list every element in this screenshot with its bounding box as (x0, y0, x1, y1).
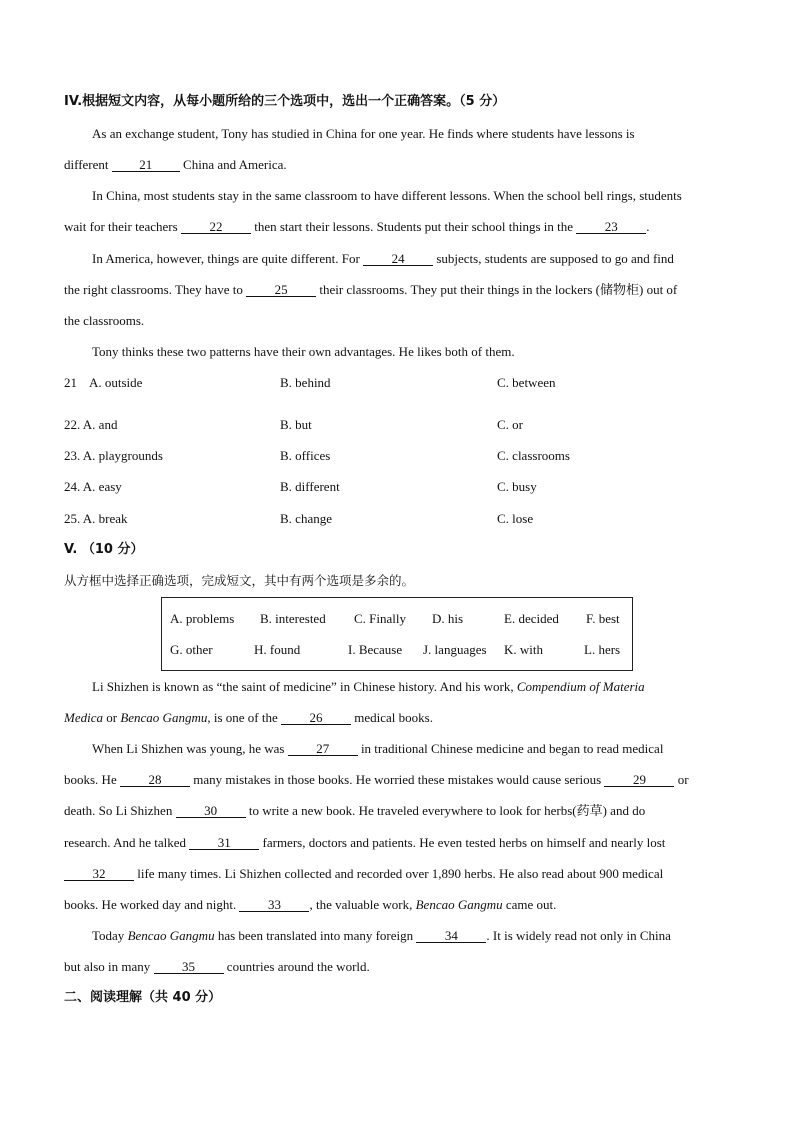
blank-26: 26 (281, 711, 351, 725)
question-23-option-c: C. classrooms (497, 448, 570, 463)
blank-33: 33 (239, 898, 309, 912)
question-23-option-b: B. offices (280, 448, 331, 463)
question-21-number: 21 (64, 375, 77, 390)
blank-35: 35 (154, 960, 224, 974)
blank-23: 23 (576, 220, 646, 234)
question-22-option-a: 22. A. and (64, 417, 118, 432)
word-box-option: I. Because (348, 642, 403, 657)
passage-2-line: death. So Li Shizhen 30 to write a new book. He traveled everywhere to look for herbs(药草) and do (64, 803, 646, 818)
question-25-option-c: C. lose (497, 511, 534, 526)
blank-22: 22 (181, 220, 251, 234)
question-22-option-b: B. but (280, 417, 312, 432)
section-4-heading: IV.根据短文内容，从每小题所给的三个选项中，选出一个正确答案。（5 分） (64, 94, 506, 109)
word-box-option: G. other (170, 642, 213, 657)
section-5-heading: V. （10 分） (64, 542, 144, 557)
question-22-option-c: C. or (497, 417, 523, 432)
question-25-option-b: B. change (280, 511, 332, 526)
passage-2-line: books. He worked day and night. 33 , the valuable work, Bencao Gangmu came out. (64, 897, 557, 912)
passage-1-line: As an exchange student, Tony has studied in China for one year. He finds where students have lessons is (92, 126, 635, 141)
passage-1-line: In China, most students stay in the same classroom to have different lessons. When the school bell rings, students (92, 188, 682, 203)
blank-34: 34 (416, 929, 486, 943)
word-box-option: B. interested (260, 611, 326, 626)
passage-2-line: When Li Shizhen was young, he was 27 in traditional Chinese medicine and began to read medical (92, 741, 664, 756)
question-25-option-a: 25. A. break (64, 511, 128, 526)
passage-2-line: 32 life many times. Li Shizhen collected and recorded over 1,890 herbs. He also read about 900 medical (64, 866, 663, 882)
blank-24: 24 (363, 252, 433, 266)
blank-31: 31 (189, 836, 259, 850)
blank-30: 30 (176, 804, 246, 818)
question-24-option-c: C. busy (497, 479, 537, 494)
question-23-option-a: 23. A. playgrounds (64, 448, 163, 463)
passage-2-line: Li Shizhen is known as “the saint of medicine” in Chinese history. And his work, Compendium of Materia (92, 679, 645, 694)
word-box (161, 597, 633, 671)
question-24-option-a: 24. A. easy (64, 479, 122, 494)
question-21-option-b: B. behind (280, 375, 331, 390)
blank-27: 27 (288, 742, 358, 756)
word-box-option: L. hers (584, 642, 621, 657)
blank-25: 25 (246, 283, 316, 297)
reading-section-heading: 二、阅读理解（共 40 分） (64, 990, 222, 1005)
blank-28: 28 (120, 773, 190, 787)
question-21-option-a: A. outside (89, 375, 143, 390)
passage-2-line: Medica or Bencao Gangmu, is one of the 26 medical books. (64, 710, 433, 725)
passage-1-line: the classrooms. (64, 313, 145, 328)
blank-21: 21 (112, 158, 180, 172)
blank-29: 29 (604, 773, 674, 787)
question-21-option-c: C. between (497, 375, 556, 390)
word-box-option: C. Finally (354, 611, 407, 626)
word-box-option: A. problems (170, 611, 235, 626)
word-box-option: K. with (504, 642, 543, 657)
passage-2-line: research. And he talked 31 farmers, doctors and patients. He even tested herbs on himself and nearly lost (64, 835, 666, 850)
blank-32: 32 (64, 867, 134, 881)
word-box-option: D. his (432, 611, 464, 626)
passage-1-line: Tony thinks these two patterns have their own advantages. He likes both of them. (92, 344, 515, 359)
word-box-option: H. found (254, 642, 301, 657)
passage-2-line: but also in many 35 countries around the world. (64, 959, 370, 974)
passage-1-line: different 21 China and America. (64, 157, 287, 172)
passage-2-line: books. He 28 many mistakes in those books. He worried these mistakes would cause serious 29 or (64, 772, 689, 787)
section-5-instruction: 从方框中选择正确选项，完成短文，其中有两个选项是多余的。 (64, 573, 415, 588)
word-box-option: E. decided (504, 611, 559, 626)
word-box-option: J. languages (423, 642, 487, 657)
passage-1-line: In America, however, things are quite different. For 24 subjects, students are supposed to go and find (92, 251, 674, 266)
question-24-option-b: B. different (280, 479, 340, 494)
passage-1-line: wait for their teachers 22 then start their lessons. Students put their school things in the 23 . (64, 219, 650, 234)
passage-1-line: the right classrooms. They have to 25 their classrooms. They put their things in the lockers (储物柜) out of (64, 282, 678, 297)
word-box-option: F. best (586, 611, 620, 626)
passage-2-line: Today Bencao Gangmu has been translated into many foreign 34 . It is widely read not only in China (92, 928, 671, 943)
